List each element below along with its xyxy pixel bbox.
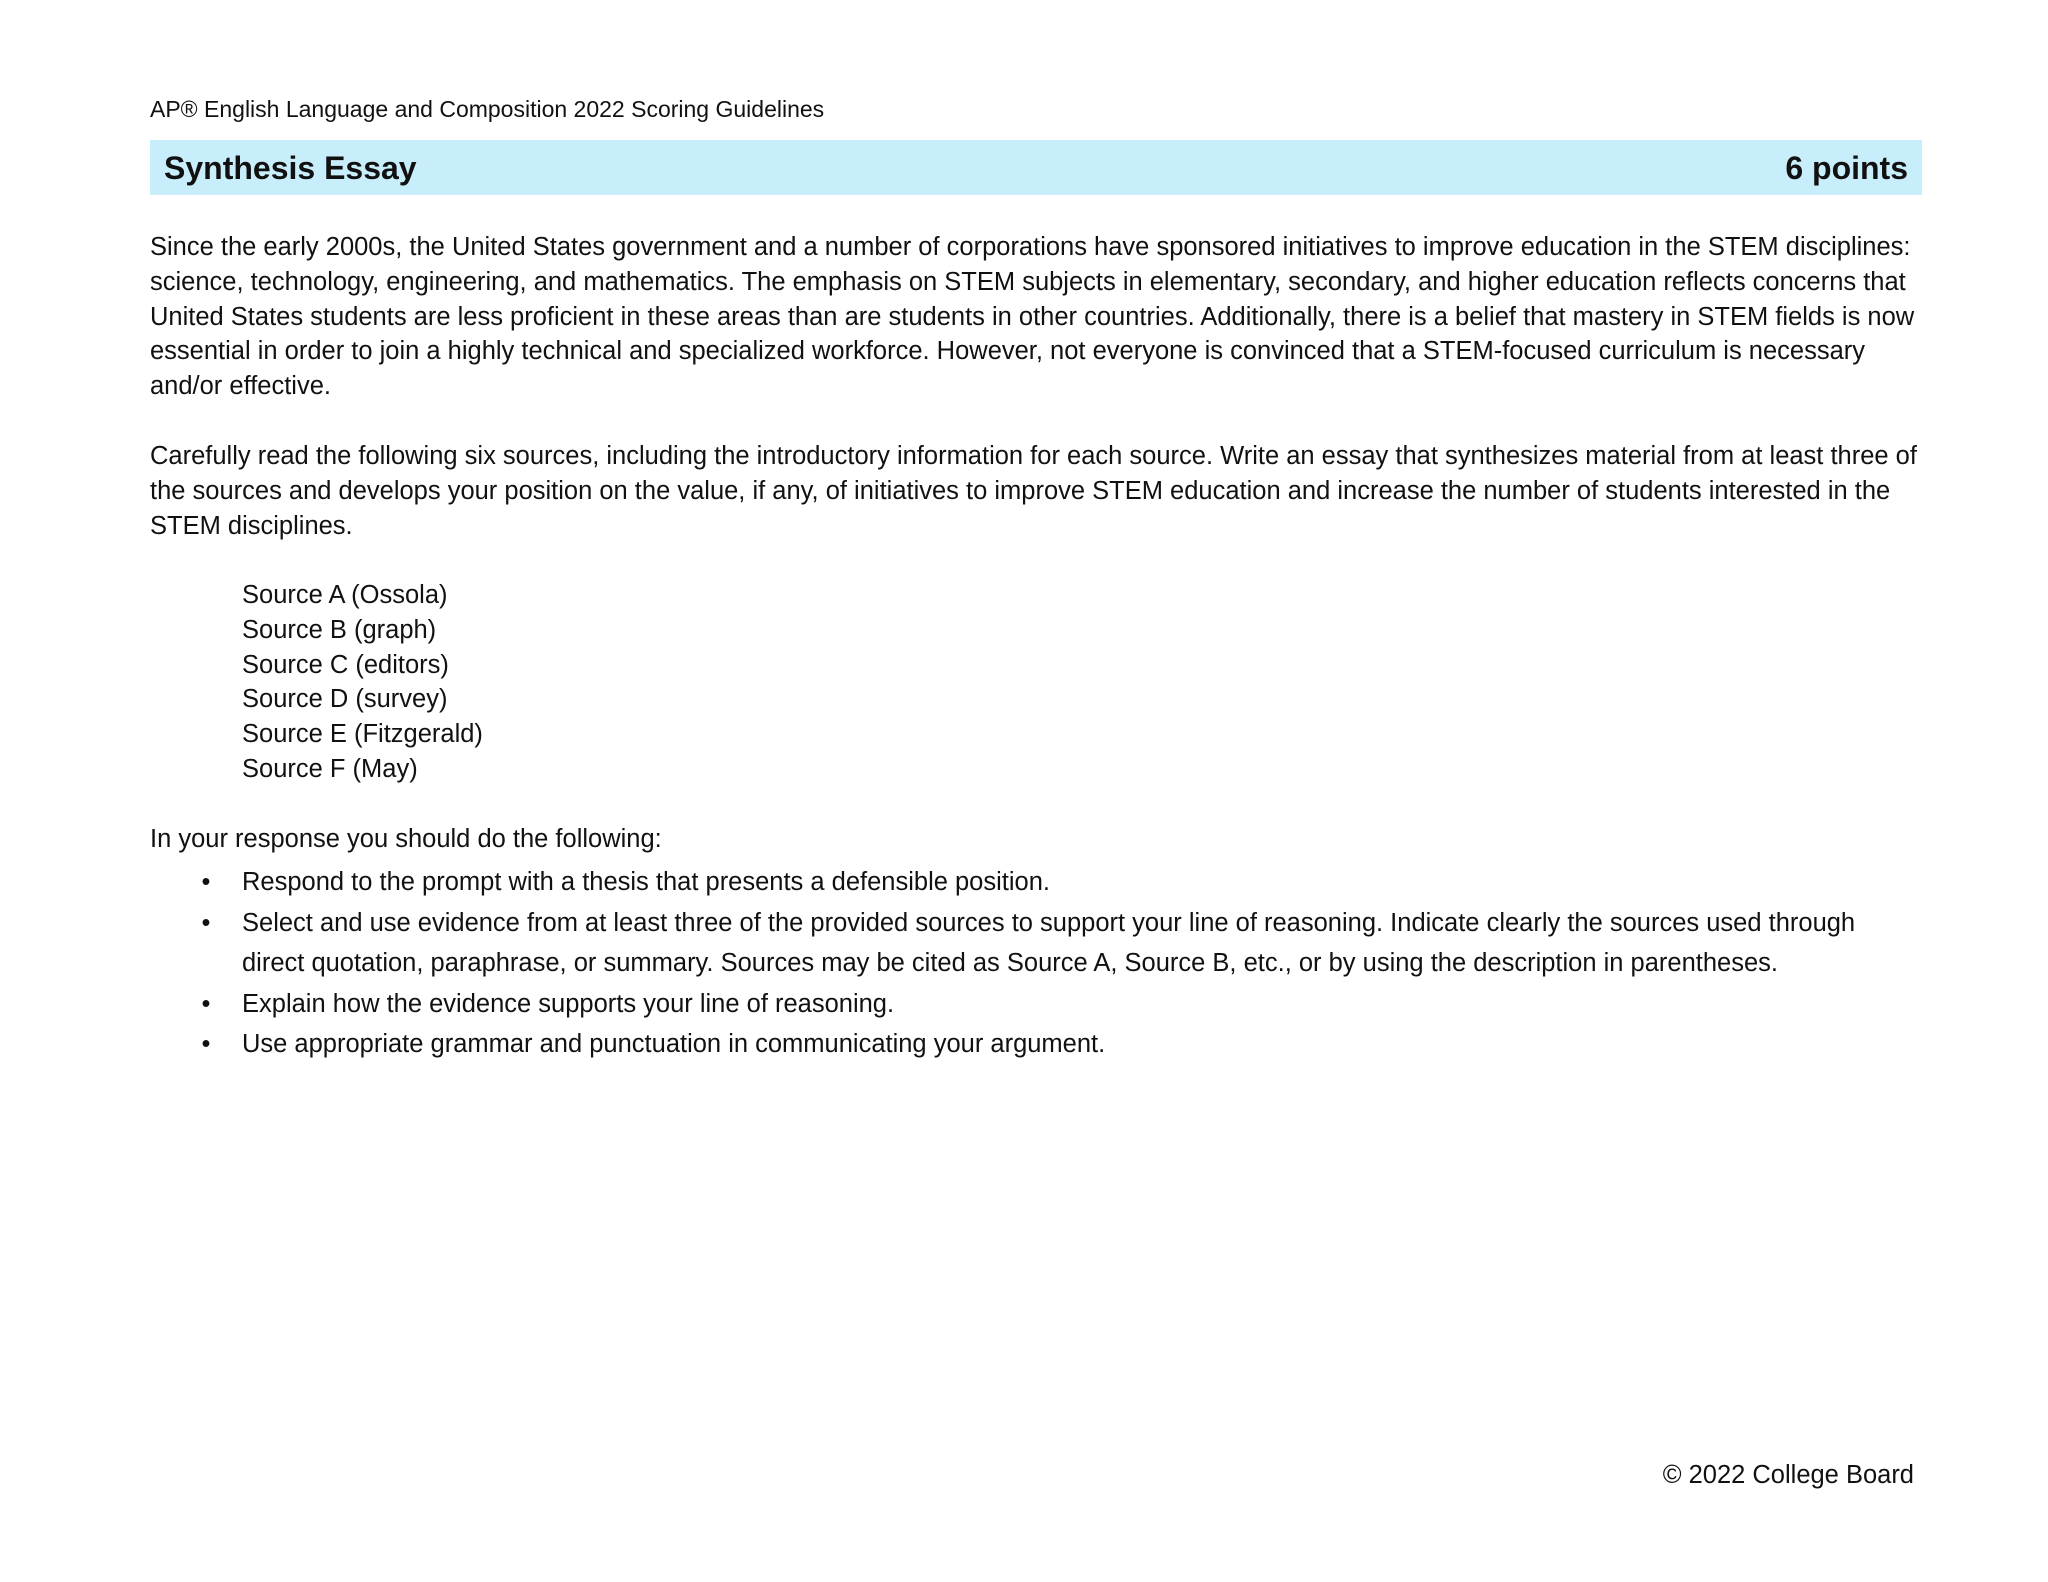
bullet-icon: • [201,868,211,896]
instructions-intro: In your response you should do the following: [150,825,662,853]
points-value: 6 points [1785,149,1908,186]
source-item: Source C (editors) [242,650,449,679]
source-item: Source F (May) [242,754,418,783]
instructions-list [150,862,1922,1065]
instruction-item [150,1024,1922,1065]
sources-list [242,578,483,787]
instruction-text: Select and use evidence from at least three of the provided sources to support your line of reasoning. Indicate clearly the sources used through direct quotation, paraphrase, or summary. Sources may be cited as Source A, Source B, etc., or by using the description in parentheses. [242,908,1856,977]
instruction-item [150,903,1922,984]
instruction-item [150,862,1922,903]
source-item: Source E (Fitzgerald) [242,720,483,749]
instruction-text: Respond to the prompt with a thesis that presents a defensible position. [242,868,1050,896]
copyright-footer: © 2022 College Board [1662,1461,1914,1489]
instruction-text: Use appropriate grammar and punctuation in communicating your argument. [242,1030,1106,1058]
instruction-text: Explain how the evidence supports your line of reasoning. [242,989,895,1018]
bullet-icon: • [201,1030,211,1058]
instruction-item [150,984,1922,1025]
prompt-paragraph-task: Carefully read the following six sources, including the introductory information for each source. Write an essay that synthesizes material from at least three of the sources and develops your position on the value, if any, of initiatives to improve STEM education and increase the number of students interested in the STEM disciplines. [150,442,1917,540]
prompt-paragraph-context: Since the early 2000s, the United States government and a number of corporations have sponsored initiatives to improve education in the STEM disciplines: science, technology, engineering, and mathematics. The emphasis on STEM subjects in elementary, secondary, and higher education reflects concerns that United States students are less proficient in these areas than are students in other countries. Additionally, there is a belief that mastery in STEM fields is now essential in order to join a highly technical and specialized workforce. However, not everyone is convinced that a STEM-focused curriculum is necessary and/or effective. [150,233,1915,401]
section-title-bar [150,140,1922,195]
bullet-icon: • [201,908,211,937]
bullet-icon: • [201,989,211,1018]
source-item: Source B (graph) [242,615,437,644]
section-title: Synthesis Essay [164,149,417,186]
source-item: Source D (survey) [242,685,448,714]
running-header: AP® English Language and Composition 2022 Scoring Guidelines [150,96,825,122]
source-item: Source A (Ossola) [242,581,448,609]
